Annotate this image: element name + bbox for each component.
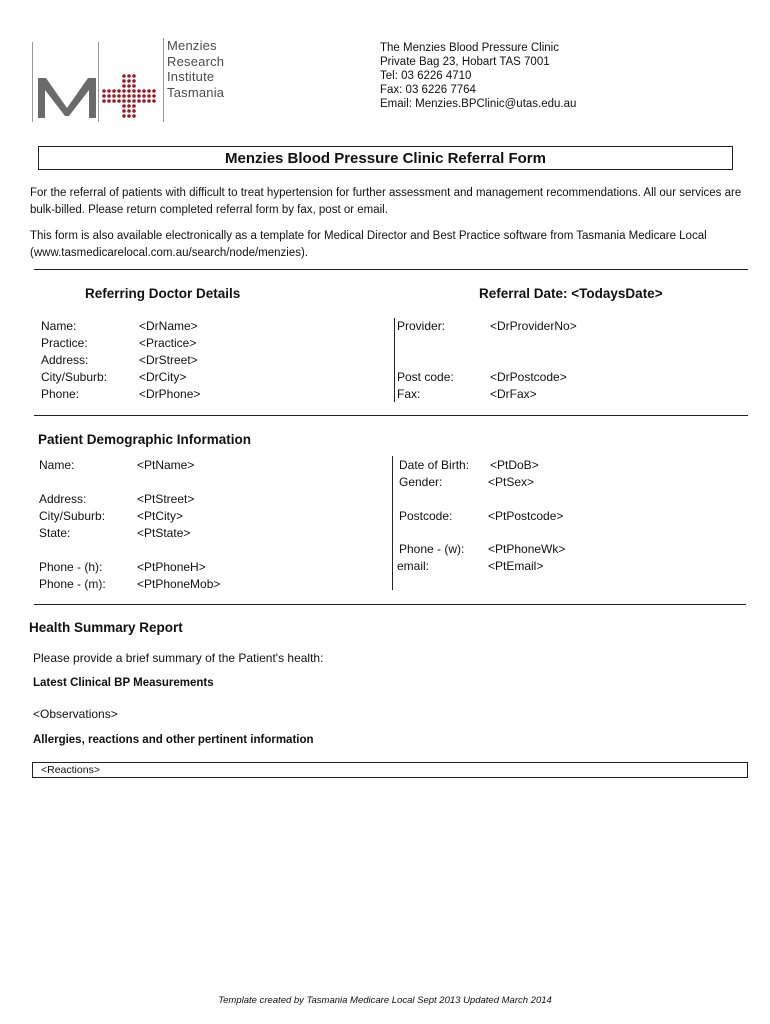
dr-phone-label: Phone: <box>41 387 80 401</box>
dr-practice-label: Practice: <box>41 336 88 350</box>
intro-paragraph-2: This form is also available electronically as a template for Medical Director and Best Practice software from Tasmania Medicare Local (www.tasmedicarelocal.com.au/search/node/menzies). <box>30 230 707 259</box>
pt-dob-value: <PtDoB> <box>490 458 539 472</box>
health-prompt: Please provide a brief summary of the Patient's health: <box>33 651 324 665</box>
bp-measurements-heading: Latest Clinical BP Measurements <box>33 677 214 689</box>
footer-note: Template created by Tasmania Medicare Local Sept 2013 Updated March 2014 <box>218 995 552 1006</box>
logo-text: Menzies Research Institute Tasmania <box>167 38 225 100</box>
pt-state-label: State: <box>39 526 71 540</box>
pt-dob-label: Date of Birth: <box>399 458 470 472</box>
patient-section-heading: Patient Demographic Information <box>38 432 252 447</box>
dr-name-value: <DrName> <box>139 319 198 333</box>
doctor-details-left <box>41 318 381 402</box>
logo-m-icon <box>36 74 98 120</box>
dr-practice-value: <Practice> <box>139 336 197 350</box>
doctor-column-divider <box>394 318 395 402</box>
pt-email-label: email: <box>397 559 430 573</box>
divider <box>34 415 748 416</box>
clinic-fax: Fax: 03 6226 7764 <box>380 84 476 96</box>
dr-postcode-value: <DrPostcode> <box>490 370 567 384</box>
pt-gender-value: <PtSex> <box>488 475 535 489</box>
pt-phone-h-value: <PtPhoneH> <box>137 560 206 574</box>
pt-phone-m-value: <PtPhoneMob> <box>137 577 221 591</box>
doctor-section-heading: Referring Doctor Details <box>85 286 241 301</box>
clinic-contact <box>380 41 576 111</box>
pt-email-value: <PtEmail> <box>488 559 544 573</box>
allergies-heading: Allergies, reactions and other pertinent information <box>33 734 314 746</box>
pt-city-value: <PtCity> <box>137 509 184 523</box>
pt-phone-m-label: Phone - (m): <box>39 577 106 591</box>
clinic-email: Email: Menzies.BPClinic@utas.edu.au <box>380 98 577 110</box>
patient-column-divider <box>392 456 393 590</box>
health-section-heading: Health Summary Report <box>29 620 183 635</box>
form-title: Menzies Blood Pressure Clinic Referral Form <box>38 146 733 170</box>
pt-phone-w-label: Phone - (w): <box>399 542 465 556</box>
clinic-name: The Menzies Blood Pressure Clinic <box>380 42 559 54</box>
dr-city-value: <DrCity> <box>139 370 187 384</box>
dr-address-label: Address: <box>41 353 89 367</box>
doctor-details-right <box>397 318 737 402</box>
dr-phone-value: <DrPhone> <box>139 387 201 401</box>
pt-address-value: <PtStreet> <box>137 492 195 506</box>
dr-city-label: City/Suburb: <box>41 370 108 384</box>
divider <box>34 269 748 270</box>
patient-details-right <box>397 457 737 574</box>
pt-postcode-label: Postcode: <box>399 509 453 523</box>
divider <box>34 604 746 605</box>
dr-postcode-label: Post code: <box>397 370 454 384</box>
reactions-field[interactable]: <Reactions> <box>32 762 748 778</box>
dr-fax-value: <DrFax> <box>490 387 537 401</box>
institute-logo <box>30 38 245 122</box>
pt-name-label: Name: <box>39 458 75 472</box>
pt-city-label: City/Suburb: <box>39 509 106 523</box>
patient-details-left <box>39 457 379 592</box>
pt-postcode-value: <PtPostcode> <box>488 509 564 523</box>
clinic-address: Private Bag 23, Hobart TAS 7001 <box>380 56 550 68</box>
observations-field[interactable]: <Observations> <box>33 707 118 721</box>
clinic-phone: Tel: 03 6226 4710 <box>380 70 472 82</box>
dr-address-value: <DrStreet> <box>139 353 198 367</box>
pt-phone-h-label: Phone - (h): <box>39 560 103 574</box>
referral-date: Referral Date: <TodaysDate> <box>479 286 663 301</box>
dr-provider-value: <DrProviderNo> <box>490 319 577 333</box>
dr-provider-label: Provider: <box>397 319 446 333</box>
dr-fax-label: Fax: <box>397 387 421 401</box>
intro-paragraph-1: For the referral of patients with difficult to treat hypertension for further assessment and management recommendations. All our services are bulk-billed. Please return completed referral form by fax, post or email. <box>30 187 742 216</box>
pt-state-value: <PtState> <box>137 526 191 540</box>
pt-phone-w-value: <PtPhoneWk> <box>488 542 566 556</box>
pt-name-value: <PtName> <box>137 458 195 472</box>
dr-name-label: Name: <box>41 319 77 333</box>
pt-gender-label: Gender: <box>399 475 443 489</box>
logo-cross-icon <box>100 72 160 120</box>
pt-address-label: Address: <box>39 492 87 506</box>
